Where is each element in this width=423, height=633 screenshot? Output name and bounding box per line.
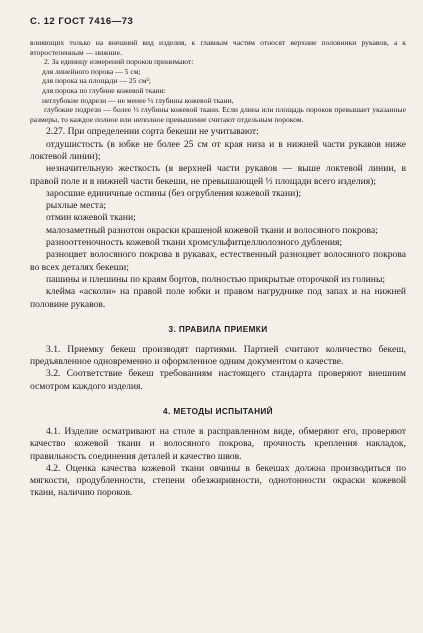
small-line: влияющих только на внешний вид изделия, к главным частям относят верхние половинки рукавов, а к второстепенным — нижние. — [30, 38, 406, 57]
small-line: для линейного порока — 5 см; — [42, 66, 141, 76]
document-page — [30, 16, 406, 500]
page-header: С. 12 ГОСТ 7416—73 — [30, 16, 134, 27]
list-item: пашины и плешины по краям бортов, полностью прикрытые оторочкой из голины; — [46, 273, 386, 285]
section-intro: 2.27. При определении сорта бекеши не учитывают: — [46, 126, 259, 138]
list-item: малозаметный разнотон окраски крашеной кожевой ткани и волосяного покрова; — [46, 224, 378, 236]
list-item: отмин кожевой ткани; — [46, 212, 136, 224]
small-line: для порока на площади — 25 см²; — [42, 76, 151, 86]
small-line: для порока по глубине кожевой ткани: — [42, 85, 166, 95]
section-3 — [30, 344, 406, 393]
paragraph: 3.2. Соответствие бекеш требованиям настоящего стандарта проверяют внешним осмотром каждого изделия. — [30, 368, 406, 392]
list-item: рыхлые места; — [46, 200, 106, 212]
small-line: неглубокие подрези — не менее ⅓ глубины кожевой ткани, — [42, 95, 234, 105]
section-2-27 — [30, 126, 406, 310]
paragraph: 3.1. Приемку бекеш производят партиями. Партией считают количество бекеш, предъявленное одновременно и оформленное одним документом о качестве. — [30, 343, 406, 368]
small-print-block — [30, 38, 406, 124]
section-heading: 3. ПРАВИЛА ПРИЕМКИ — [168, 324, 268, 334]
list-item: заросшие единичные оспины (без огрубления кожевой ткани); — [46, 187, 302, 199]
list-item: клейма «асколи» на правой поле юбки и правом нагруднике под запах и на нижней половине рукавов. — [30, 286, 406, 310]
small-line: 2. За единицу измерений пороков принимают: — [44, 57, 194, 67]
list-item: разнооттеночность кожевой ткани хромсульфитцеллюлозного дубления; — [46, 237, 343, 249]
section-heading: 4. МЕТОДЫ ИСПЫТАНИЙ — [163, 406, 273, 416]
section-4 — [30, 426, 406, 500]
list-item: разноцвет волосяного покрова в рукавах, естественный разноцвет волосяного покрова во всех деталях бекеши; — [30, 249, 406, 273]
list-item: отдушистость (в юбке не более 25 см от края низа и в нижней части рукавов ниже локтевой линии); — [30, 138, 406, 162]
small-line: глубокие подрези — более ⅓ глубины кожевой ткани. Если длина или площадь пороков превышает указанные размеры, то каждое полное или неполное превышение считают отдельным пороком. — [30, 105, 406, 124]
paragraph: 4.2. Оценка качества кожевой ткани овчины в бекешах должна производиться по мягкости, продубленности, степени обезжиривности, однотонности окраски кожевой ткани, наличию пороков. — [30, 462, 406, 499]
list-item: незначительную жесткость (в верхней части рукавов — выше локтевой линии, в правой поле и в нижней части бекеши, не превышающей ⅓ площади всего изделия); — [30, 163, 406, 187]
paragraph: 4.1. Изделие осматривают на столе в расправленном виде, обмеряют его, проверяют качество кожевой ткани и волосяного покрова, прочность крепления накладок, правильность соединения деталей и качество швов. — [30, 425, 406, 462]
